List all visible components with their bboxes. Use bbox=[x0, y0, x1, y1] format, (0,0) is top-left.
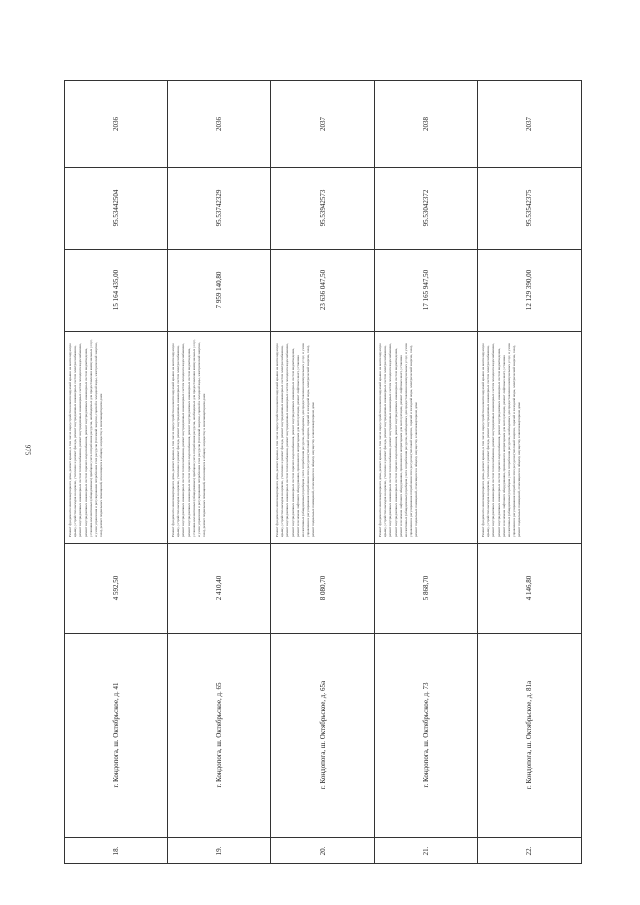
description-text: Ремонт фундамента многоквартирного дома, ремонт крыши, в том числе переустройство невентилируемой крыши на вентилируемую крышу, устройство выходов на кровлю, утепление и ремонт фасада, ремонт внутридомовых инженерных систем электроснабжения, ремонт внутридомовых инженерных систем теплоснабжения, ремонт внутридомовых инженерных систем холодного водоснабжения, ремонт внутридомовых инженерных систем горячего водоснабжения, ремонт внутридомовых инженерных систем водоотведения, ремонт или замена лифтового оборудования, признанного непригодным для эксплуатации, ремонт лифтовых шахт, установка коллективных (общедомовых) приборов учета потребления ресурсов, необходимых для предоставления коммунальных услуг, и узлов управления и регулирования потребления этих ресурсов (тепловой энергии, горячей и холодной воды, электрической энергии, газа), ремонт подвальных помещений, относящихся к общему имуществу в многоквартирном доме bbox=[274, 343, 315, 537]
number-cell bbox=[271, 837, 373, 865]
area-cell bbox=[65, 543, 167, 634]
year-cell bbox=[65, 81, 167, 168]
cost-cell bbox=[65, 249, 167, 332]
number-cell bbox=[65, 837, 167, 865]
description-cell bbox=[271, 331, 373, 544]
code-value: 95.53942573 bbox=[318, 189, 327, 227]
row-number: 18. bbox=[112, 846, 121, 856]
address-value: г. Кондопога, ш. Октябрьское, д. 41 bbox=[112, 682, 121, 788]
cost-value: 7 959 140,80 bbox=[215, 271, 224, 309]
code-cell bbox=[168, 167, 270, 250]
year-value: 2036 bbox=[112, 117, 121, 131]
description-cell bbox=[168, 331, 270, 544]
year-cell bbox=[478, 81, 581, 168]
year-value: 2036 bbox=[215, 117, 224, 131]
row-number: 20. bbox=[318, 846, 327, 856]
description-text: Ремонт фундамента многоквартирного дома, ремонт крыши, в том числе переустройство невентилируемой крыши на вентилируемую крышу, устройство выходов на кровлю, утепление и ремонт фасада, ремонт внутридомовых инженерных систем электроснабжения, ремонт внутридомовых инженерных систем теплоснабжения, ремонт внутридомовых инженерных систем холодного водоснабжения, ремонт внутридомовых инженерных систем горячего водоснабжения, ремонт внутридомовых инженерных систем водоотведения, ремонт или замена лифтового оборудования, признанного непригодным для эксплуатации, ремонт лифтовых шахт, установка коллективных (общедомовых) приборов учета потребления ресурсов, необходимых для предоставления коммунальных услуг, и узлов управления и регулирования потребления этих ресурсов (тепловой энергии, горячей и холодной воды, электрической энергии, газа), ремонт подвальных помещений, относящихся к общему имуществу в многоквартирном доме bbox=[377, 343, 419, 537]
description-cell bbox=[375, 331, 477, 544]
area-value: 8 080,70 bbox=[318, 575, 327, 601]
cost-cell bbox=[168, 249, 270, 332]
cost-cell bbox=[478, 249, 581, 332]
year-cell bbox=[271, 81, 373, 168]
address-value: г. Кондопога, ш. Октябрьское, д. 81а bbox=[525, 680, 534, 790]
address-cell bbox=[65, 633, 167, 838]
row-number: 22. bbox=[525, 846, 534, 856]
number-cell bbox=[375, 837, 477, 865]
address-value: г. Кондопога, ш. Октябрьское, д. 65 bbox=[215, 682, 224, 788]
number-cell bbox=[168, 837, 270, 865]
row-number: 19. bbox=[215, 846, 224, 856]
year-cell bbox=[168, 81, 270, 168]
repair-program-table bbox=[64, 80, 582, 864]
area-cell bbox=[478, 543, 581, 634]
page-number: 975 bbox=[23, 444, 32, 456]
table-row bbox=[65, 81, 168, 863]
code-value: 95.53742329 bbox=[215, 189, 224, 227]
area-value: 2 410,40 bbox=[215, 575, 224, 601]
description-text: Ремонт фундамента многоквартирного дома, ремонт крыши, в том числе переустройство невентилируемой крыши на вентилируемую крышу, устройство выходов на кровлю, утепление и ремонт фасада, ремонт внутридомовых инженерных систем электроснабжения, ремонт внутридомовых инженерных систем теплоснабжения, ремонт внутридомовых инженерных систем холодного водоснабжения, ремонт внутридомовых инженерных систем горячего водоснабжения, ремонт внутридомовых инженерных систем водоотведения, ремонт или замена лифтового оборудования, признанного непригодным для эксплуатации, ремонт лифтовых шахт, установка коллективных (общедомовых) приборов учета потребления ресурсов, необходимых для предоставления коммунальных услуг, и узлов управления и регулирования потребления этих ресурсов (тепловой энергии, горячей и холодной воды, электрической энергии, газа), ремонт подвальных помещений, относящихся к общему имуществу в многоквартирном доме bbox=[481, 343, 522, 537]
cost-value: 17 165 947,50 bbox=[421, 269, 430, 311]
code-cell bbox=[478, 167, 581, 250]
cost-value: 12 129 390,00 bbox=[525, 269, 534, 311]
address-cell bbox=[375, 633, 477, 838]
description-cell bbox=[478, 331, 581, 544]
code-cell bbox=[271, 167, 373, 250]
table-row bbox=[478, 81, 581, 863]
address-cell bbox=[271, 633, 373, 838]
area-value: 5 868,70 bbox=[421, 575, 430, 601]
year-cell bbox=[375, 81, 477, 168]
code-cell bbox=[65, 167, 167, 250]
year-value: 2038 bbox=[421, 117, 430, 131]
area-value: 4 146,80 bbox=[525, 575, 534, 601]
address-value: г. Кондопога, ш. Октябрьское, д. 73 bbox=[421, 682, 430, 788]
description-cell bbox=[65, 331, 167, 544]
cost-cell bbox=[375, 249, 477, 332]
area-value: 4 592,50 bbox=[112, 575, 121, 601]
description-text: Ремонт фундамента многоквартирного дома, ремонт крыши, в том числе переустройство невентилируемой крыши на вентилируемую крышу, устройство выходов на кровлю, утепление и ремонт фасада, ремонт внутридомовых инженерных систем электроснабжения, ремонт внутридомовых инженерных систем теплоснабжения, ремонт внутридомовых инженерных систем холодного водоснабжения, ремонт внутридомовых инженерных систем горячего водоснабжения, ремонт внутридомовых инженерных систем водоотведения, установка коллективных (общедомовых) приборов учета потребления ресурсов, необходимых для предоставления коммунальных услуг, и узлов управления и регулирования потребления этих ресурсов (тепловой энергии, горячей и холодной воды, электрической энергии, газа), ремонт подвальных помещений, относящихся к общему имуществу в многоквартирном доме bbox=[171, 339, 207, 537]
number-cell bbox=[478, 837, 581, 865]
address-cell bbox=[168, 633, 270, 838]
code-value: 95.53542375 bbox=[525, 189, 534, 227]
area-cell bbox=[168, 543, 270, 634]
address-cell bbox=[478, 633, 581, 838]
cost-cell bbox=[271, 249, 373, 332]
table-row bbox=[168, 81, 271, 863]
code-cell bbox=[375, 167, 477, 250]
table-row bbox=[271, 81, 374, 863]
address-value: г. Кондопога, ш. Октябрьское, д. 65а bbox=[318, 680, 327, 790]
row-number: 21. bbox=[421, 846, 430, 856]
code-value: 95.53042372 bbox=[421, 189, 430, 227]
year-value: 2037 bbox=[525, 117, 534, 131]
year-value: 2037 bbox=[318, 117, 327, 131]
area-cell bbox=[375, 543, 477, 634]
area-cell bbox=[271, 543, 373, 634]
cost-value: 15 164 435,00 bbox=[112, 269, 121, 311]
code-value: 95.53442504 bbox=[112, 189, 121, 227]
table-row bbox=[375, 81, 478, 863]
description-text: Ремонт фундамента многоквартирного дома, ремонт крыши, в том числе переустройство невентилируемой крыши на вентилируемую крышу, устройство выходов на кровлю, утепление и ремонт фасада, ремонт внутридомовых инженерных систем электроснабжения, ремонт внутридомовых инженерных систем теплоснабжения, ремонт внутридомовых инженерных систем холодного водоснабжения, ремонт внутридомовых инженерных систем горячего водоснабжения, ремонт внутридомовых инженерных систем водоотведения, установка коллективных (общедомовых) приборов учета потребления ресурсов, необходимых для предоставления коммунальных услуг, и узлов управления и регулирования потребления этих ресурсов (тепловой энергии, горячей и холодной воды, электрической энергии, газа), ремонт подвальных помещений, относящихся к общему имуществу в многоквартирном доме bbox=[68, 339, 104, 537]
cost-value: 23 636 047,50 bbox=[318, 269, 327, 311]
